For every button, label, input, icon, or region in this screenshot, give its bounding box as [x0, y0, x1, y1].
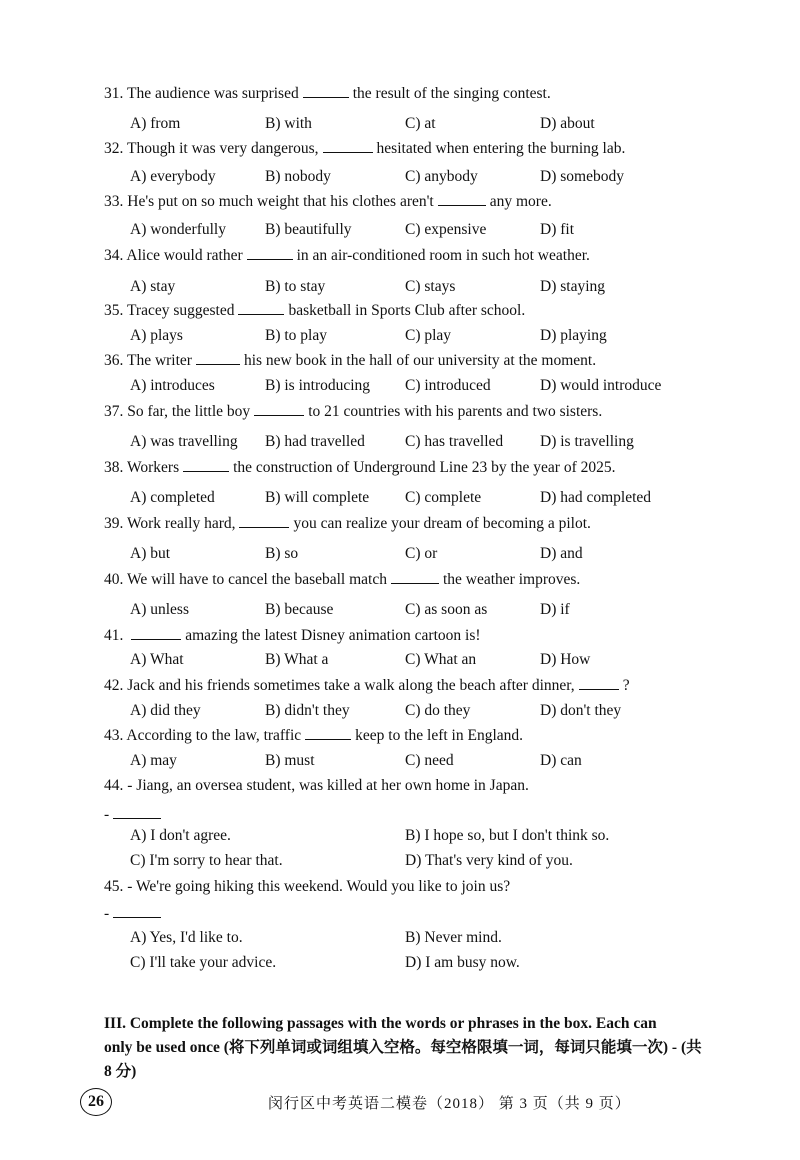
- dash: -: [104, 806, 110, 823]
- question-text-before: Tracey suggested: [126, 302, 235, 319]
- question-text-after: ?: [622, 677, 630, 694]
- answer-blank: [183, 458, 229, 472]
- option-36-a: A) introduces: [130, 377, 215, 394]
- question-text-after: amazing the latest Disney animation cartoon is!: [185, 627, 481, 644]
- question-45: [104, 877, 510, 897]
- option-38-d: D) had completed: [540, 489, 652, 506]
- option-36-d: D) would introduce: [540, 377, 662, 394]
- answer-blank: [239, 514, 289, 528]
- question-text-after: the weather improves.: [442, 571, 581, 588]
- question-number: 35.: [104, 302, 124, 319]
- question-text-before: Workers: [126, 459, 180, 476]
- question-43: [104, 726, 523, 746]
- answer-blank: [391, 570, 439, 584]
- option-34-d: D) staying: [540, 278, 606, 295]
- option-37-b: B) had travelled: [265, 433, 365, 450]
- question-41: [104, 626, 481, 646]
- question-text-after: keep to the left in England.: [355, 727, 524, 744]
- question-text: - We're going hiking this weekend. Would you like to join us?: [127, 878, 511, 895]
- option-34-a: A) stay: [130, 278, 176, 295]
- option-37-d: D) is travelling: [540, 433, 634, 450]
- option-34-b: B) to stay: [265, 278, 326, 295]
- option-35-d: D) playing: [540, 327, 607, 344]
- question-35: [104, 301, 525, 321]
- question-37: [104, 402, 602, 422]
- answer-blank: [196, 351, 240, 365]
- option-44-a: A) I don't agree.: [130, 827, 231, 844]
- option-42-a: A) did they: [130, 702, 201, 719]
- question-44: [104, 776, 529, 796]
- question-text-before: So far, the little boy: [127, 403, 251, 420]
- question-text-before: We will have to cancel the baseball match: [126, 571, 387, 588]
- question-34: [104, 246, 590, 266]
- option-35-c: C) play: [405, 327, 452, 344]
- question-number: 45.: [104, 878, 124, 895]
- question-text-before: Alice would rather: [126, 247, 243, 264]
- option-32-c: C) anybody: [405, 168, 478, 185]
- option-42-b: B) didn't they: [265, 702, 350, 719]
- option-38-b: B) will complete: [265, 489, 370, 506]
- question-text-before: The audience was surprised: [126, 85, 299, 102]
- option-40-d: D) if: [540, 601, 570, 618]
- option-32-b: B) nobody: [265, 168, 331, 185]
- option-36-b: B) is introducing: [265, 377, 371, 394]
- option-39-d: D) and: [540, 545, 583, 562]
- option-43-a: A) may: [130, 752, 177, 769]
- question-32: [104, 139, 625, 159]
- option-39-c: C) or: [405, 545, 438, 562]
- option-31-b: B) with: [265, 115, 312, 132]
- question-number: 42.: [104, 677, 124, 694]
- option-34-c: C) stays: [405, 278, 456, 295]
- option-31-c: C) at: [405, 115, 436, 132]
- option-43-c: C) need: [405, 752, 454, 769]
- option-41-d: D) How: [540, 651, 591, 668]
- question-text-after: the construction of Underground Line 23 by the year of 2025.: [233, 459, 616, 476]
- question-number: 33.: [104, 193, 124, 210]
- answer-blank: [305, 726, 351, 740]
- question-number: 38.: [104, 459, 124, 476]
- option-42-d: D) don't they: [540, 702, 622, 719]
- option-35-a: A) plays: [130, 327, 183, 344]
- question-text-after: any more.: [489, 193, 552, 210]
- option-33-b: B) beautifully: [265, 221, 352, 238]
- answer-blank: [579, 676, 619, 690]
- question-text-after: his new book in the hall of our university at the moment.: [243, 352, 597, 369]
- option-39-b: B) so: [265, 545, 299, 562]
- option-44-c: C) I'm sorry to hear that.: [130, 852, 283, 869]
- option-40-c: C) as soon as: [405, 601, 488, 618]
- option-33-d: D) fit: [540, 221, 575, 238]
- option-32-a: A) everybody: [130, 168, 216, 185]
- option-37-a: A) was travelling: [130, 433, 238, 450]
- option-40-b: B) because: [265, 601, 334, 618]
- question-number: 40.: [104, 571, 124, 588]
- option-33-c: C) expensive: [405, 221, 487, 238]
- question-text-before: The writer: [126, 352, 192, 369]
- section-3-line-2: only be used once (将下列单词或词组填入空格。每空格限填一词，每词只能填一次) - (共: [104, 1039, 702, 1056]
- question-number: 43.: [104, 727, 124, 744]
- blank: [113, 805, 161, 819]
- option-39-a: A) but: [130, 545, 171, 562]
- answer-blank-45: [104, 904, 165, 924]
- blank: [113, 904, 161, 918]
- option-31-d: D) about: [540, 115, 595, 132]
- question-number: 32.: [104, 140, 124, 157]
- question-text-before: Though it was very dangerous,: [126, 140, 319, 157]
- option-38-a: A) completed: [130, 489, 215, 506]
- option-31-a: A) from: [130, 115, 181, 132]
- answer-blank: [303, 84, 349, 98]
- question-text-after: you can realize your dream of becoming a pilot.: [293, 515, 591, 532]
- option-32-d: D) somebody: [540, 168, 624, 185]
- section-3-line-1: III. Complete the following passages with the words or phrases in the box. Each can: [104, 1015, 657, 1032]
- question-text-after: hesitated when entering the burning lab.: [376, 140, 626, 157]
- question-38: [104, 458, 616, 478]
- question-42: [104, 676, 630, 696]
- question-text: - Jiang, an oversea student, was killed at her own home in Japan.: [127, 777, 529, 794]
- answer-blank: [131, 626, 181, 640]
- option-40-a: A) unless: [130, 601, 189, 618]
- question-text-before: Work really hard,: [126, 515, 236, 532]
- question-text-before: According to the law, traffic: [126, 727, 302, 744]
- section-3-line-3: 8 分): [104, 1063, 137, 1080]
- question-text-after: to 21 countries with his parents and two sisters.: [308, 403, 603, 420]
- question-text-before: Jack and his friends sometimes take a walk along the beach after dinner,: [127, 677, 575, 694]
- option-37-c: C) has travelled: [405, 433, 504, 450]
- question-36: [104, 351, 596, 371]
- page-footer: 闵行区中考英语二模卷（2018） 第 3 页（共 9 页）: [268, 1096, 631, 1112]
- option-45-d: D) I am busy now.: [405, 954, 520, 971]
- question-33: [104, 192, 552, 212]
- question-number: 31.: [104, 85, 124, 102]
- option-43-b: B) must: [265, 752, 315, 769]
- question-number: 37.: [104, 403, 124, 420]
- option-35-b: B) to play: [265, 327, 327, 344]
- question-40: [104, 570, 580, 590]
- option-38-c: C) complete: [405, 489, 482, 506]
- question-number: 44.: [104, 777, 124, 794]
- option-41-a: A) What: [130, 651, 184, 668]
- question-text-before: He's put on so much weight that his clothes aren't: [127, 193, 434, 210]
- option-33-a: A) wonderfully: [130, 221, 226, 238]
- option-41-c: C) What an: [405, 651, 477, 668]
- question-number: 36.: [104, 352, 124, 369]
- question-text-after: basketball in Sports Club after school.: [288, 302, 526, 319]
- question-text-after: in an air-conditioned room in such hot weather.: [296, 247, 590, 264]
- option-41-b: B) What a: [265, 651, 329, 668]
- question-31: [104, 84, 551, 104]
- question-number: 39.: [104, 515, 124, 532]
- question-39: [104, 514, 591, 534]
- option-36-c: C) introduced: [405, 377, 491, 394]
- answer-blank: [247, 246, 293, 260]
- dash: -: [104, 905, 110, 922]
- section-3-heading: [104, 1012, 744, 1084]
- option-44-b: B) I hope so, but I don't think so.: [405, 827, 610, 844]
- question-number: 41.: [104, 627, 124, 644]
- answer-blank: [323, 139, 373, 153]
- option-45-b: B) Never mind.: [405, 929, 502, 946]
- answer-blank-44: [104, 805, 165, 825]
- option-43-d: D) can: [540, 752, 582, 769]
- question-number: 34.: [104, 247, 124, 264]
- option-44-d: D) That's very kind of you.: [405, 852, 573, 869]
- answer-blank: [254, 402, 304, 416]
- answer-blank: [238, 301, 284, 315]
- question-text-after: the result of the singing contest.: [352, 85, 551, 102]
- option-45-a: A) Yes, I'd like to.: [130, 929, 243, 946]
- answer-blank: [438, 192, 486, 206]
- option-42-c: C) do they: [405, 702, 471, 719]
- page-badge: 26: [80, 1088, 112, 1116]
- option-45-c: C) I'll take your advice.: [130, 954, 277, 971]
